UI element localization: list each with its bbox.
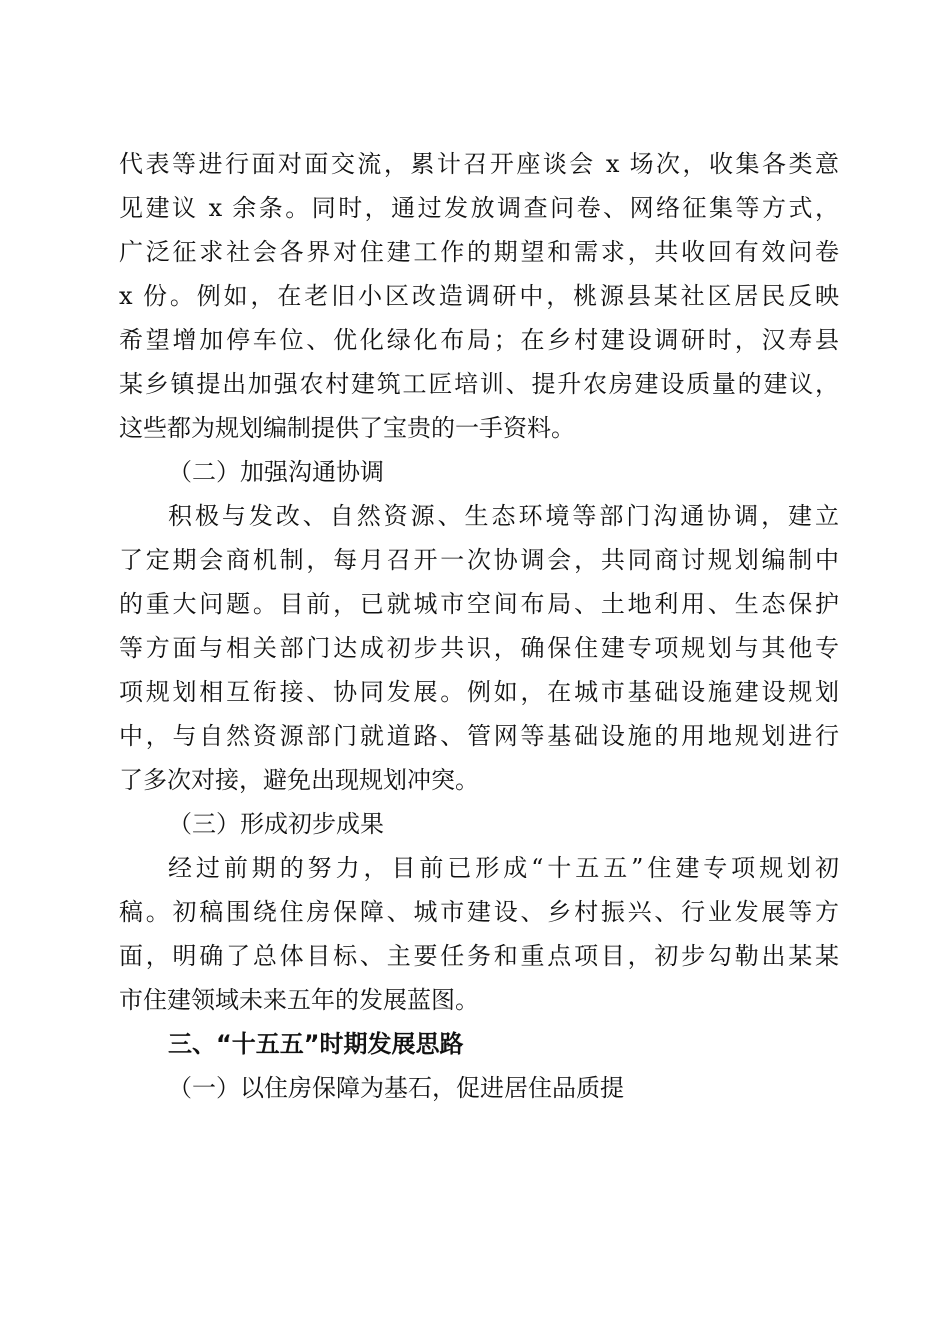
paragraph-1-line-4: x 份。例如，在老旧小区改造调研中，桃源县某社区居民反映 <box>119 282 839 310</box>
paragraph-3-line-4: 市住建领域未来五年的发展蓝图。 <box>119 986 479 1014</box>
paragraph-1-line-5: 希望增加停车位、优化绿化布局；在乡村建设调研时，汉寿县 <box>119 326 839 354</box>
paragraph-3-line-1: 经过前期的努力，目前已形成“十五五”住建专项规划初 <box>168 854 839 882</box>
paragraph-2-line-3: 的重大问题。目前，已就城市空间布局、土地利用、生态保护 <box>119 590 839 618</box>
paragraph-2-line-4: 等方面与相关部门达成初步共识，确保住建专项规划与其他专 <box>119 634 839 662</box>
paragraph-1-line-1: 代表等进行面对面交流，累计召开座谈会 x 场次，收集各类意 <box>119 150 839 178</box>
paragraph-2-line-1: 积极与发改、自然资源、生态环境等部门沟通协调，建立 <box>168 502 839 530</box>
paragraph-1-line-2: 见建议 x 余条。同时，通过发放调查问卷、网络征集等方式， <box>119 194 839 222</box>
paragraph-3-line-3: 面，明确了总体目标、主要任务和重点项目，初步勾勒出某某 <box>119 942 839 970</box>
section-2-title: （二）加强沟通协调 <box>168 458 384 486</box>
section-3-title: （三）形成初步成果 <box>168 810 384 838</box>
paragraph-2-line-5: 项规划相互衔接、协同发展。例如，在城市基础设施建设规划 <box>119 678 839 706</box>
chapter-3-subsection-1-title: （一）以住房保障为基石，促进居住品质提 <box>168 1074 624 1102</box>
paragraph-1-line-6: 某乡镇提出加强农村建筑工匠培训、提升农房建设质量的建议， <box>119 370 839 398</box>
paragraph-3-line-2: 稿。初稿围绕住房保障、城市建设、乡村振兴、行业发展等方 <box>119 898 839 926</box>
paragraph-2-line-6: 中，与自然资源部门就道路、管网等基础设施的用地规划进行 <box>119 722 839 750</box>
paragraph-1-line-3: 广泛征求社会各界对住建工作的期望和需求，共收回有效问卷 <box>119 238 839 266</box>
paragraph-1-line-7: 这些都为规划编制提供了宝贵的一手资料。 <box>119 414 575 442</box>
chapter-3-title: 三、“十五五”时期发展思路 <box>168 1030 464 1058</box>
paragraph-2-line-7: 了多次对接，避免出现规划冲突。 <box>119 766 479 794</box>
paragraph-2-line-2: 了定期会商机制，每月召开一次协调会，共同商讨规划编制中 <box>119 546 839 574</box>
